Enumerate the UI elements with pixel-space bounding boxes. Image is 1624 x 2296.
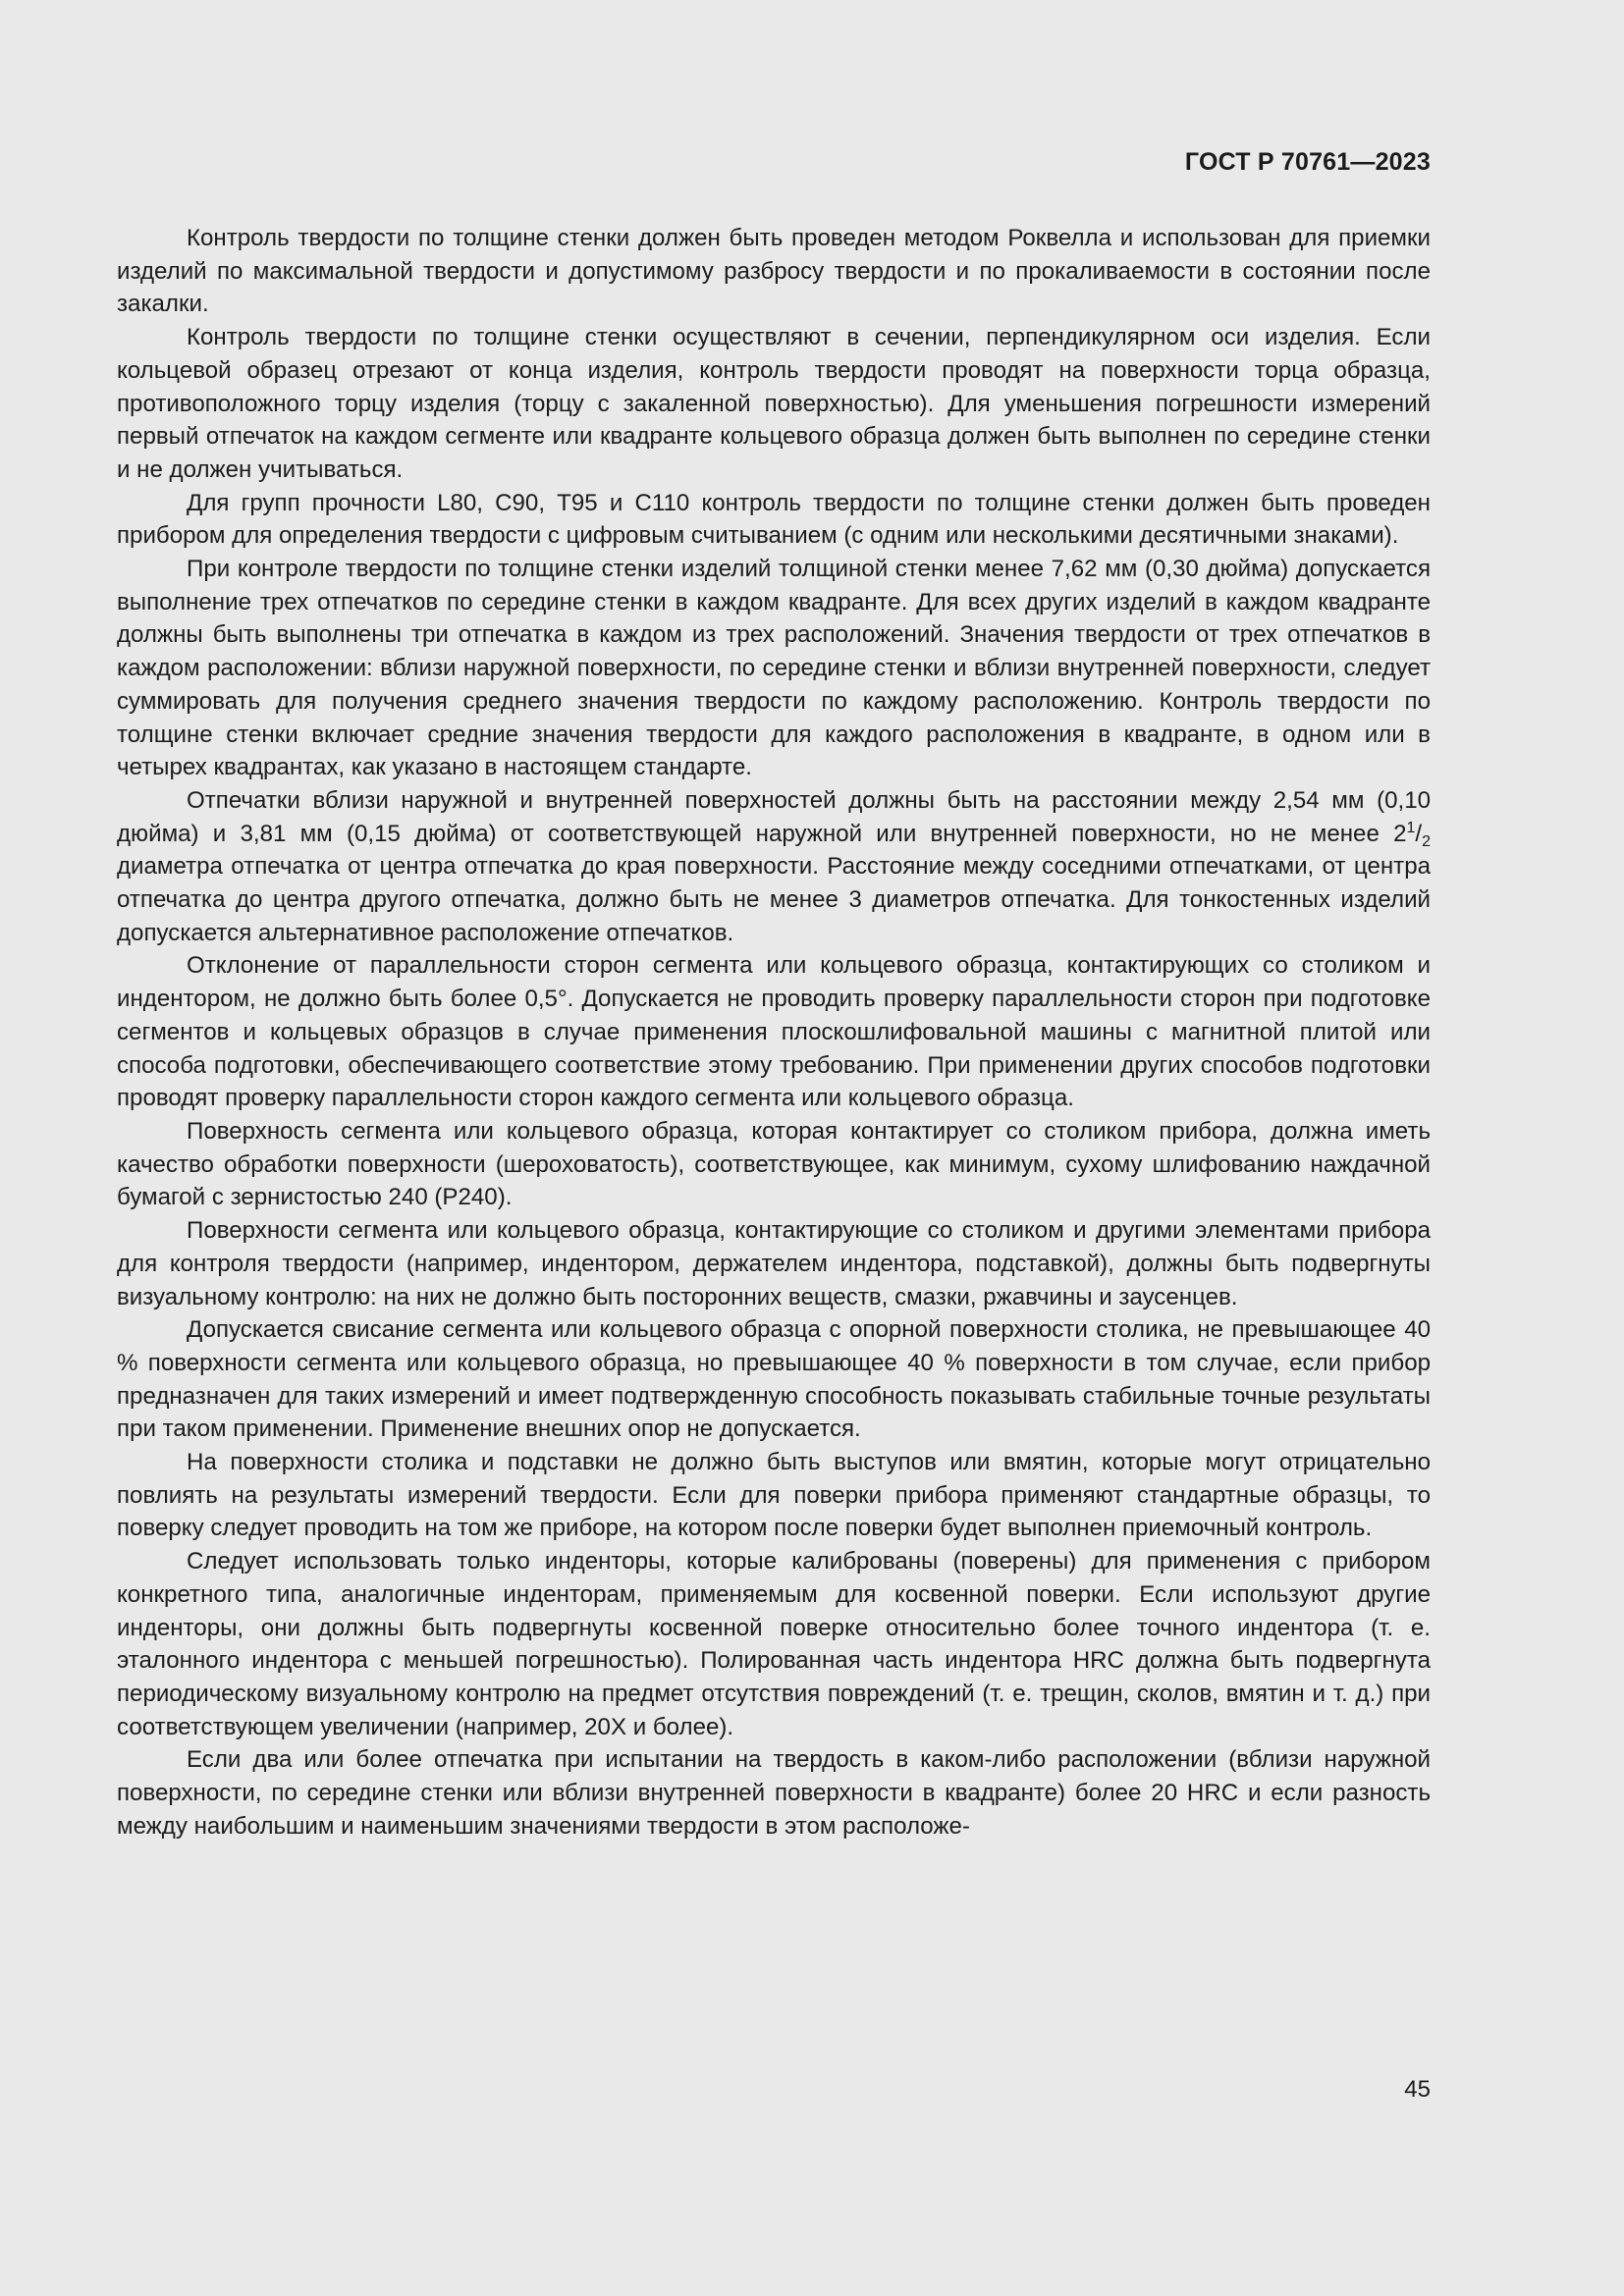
paragraph-surface-finish: Поверхность сегмента или кольцевого образца, которая контактирует со столиком прибора, должна иметь качество обработки поверхности (шероховатость), соответствующее, как минимум, сухому шлифованию наждачной бумагой с зернистостью 240 (Р240).: [117, 1117, 1431, 1211]
paragraph-table-surface: На поверхности столика и подставки не должно быть выступов или вмятин, которые могут отрицательно повлиять на результаты измерений твердости. Если для поверки прибора применяют стандартные образцы, то поверку следует проводить на том же приборе, на котором после поверки будет выполнен приемочный контроль.: [117, 1449, 1431, 1542]
indent-distance-text-before: Отпечатки вблизи наружной и внутренней поверхностей должны быть на расстоянии между 2,54 мм (0,10 дюйма) и 3,81 мм (0,15 дюйма) от соответствующей наружной или внутренней поверхности, но не менее: [117, 786, 1431, 847]
paragraph-hardness-method: Контроль твердости по толщине стенки должен быть проведен методом Роквелла и использован для приемки изделий по максимальной твердости и допустимому разбросу твердости и по прокаливаемости в состоянии после закалки.: [117, 225, 1431, 318]
paragraph-visual-inspection: Поверхности сегмента или кольцевого образца, контактирующие со столиком и другими элементами прибора для контроля твердости (например, индентором, держателем индентора, подставкой), должны быть подвергнуты визуальному контролю: на них не должно быть посторонних веществ, смазки, ржавчины и заусенцев.: [117, 1217, 1431, 1310]
paragraph-indenters: Следует использовать только инденторы, которые калиброваны (поверены) для применения с прибором конкретного типа, аналогичные инденторам, применяемым для косвенной поверки. Если используют другие инденторы, они должны быть подвергнуты косвенной поверке относительно более точного индентора (т. е. эталонного индентора с меньшей погрешностью). Полированная часть индентора HRC должна быть подвергнута периодическому визуальному контролю на предмет отсутствия повреждений (т. е. трещин, сколов, вмятин и т. д.) при соответствующем увеличении (например, 20X и более).: [117, 1548, 1431, 1740]
paragraph-section-cut: Контроль твердости по толщине стенки осуществляют в сечении, перпендикулярном оси изделия. Если кольцевой образец отрезают от конца изделия, контроль твердости проводят на поверхности торца образца, противоположного торцу изделия (торцу с закаленной поверхностью). Для уменьшения погрешности измерений первый отпечаток на каждом сегменте или квадранте кольцевого образца должен быть выполнен по середине стенки и не должен учитываться.: [117, 324, 1431, 483]
paragraph-hardness-difference: Если два или более отпечатка при испытании на твердость в каком-либо расположении (вблизи наружной поверхности, по середине стенки или вблизи внутренней поверхности в квадранте) более 20 HRC и если разность между наибольшим и наименьшим значениями твердости в этом расположе-: [117, 1746, 1431, 1840]
page-number: 45: [1404, 2076, 1431, 2103]
paragraph-indent-distance: [117, 784, 1431, 950]
fraction-denominator: 2: [1422, 832, 1431, 850]
two-and-half-fraction: [1393, 819, 1431, 850]
paragraph-parallelism: Отклонение от параллельности сторон сегмента или кольцевого образца, контактирующих со столиком и индентором, не должно быть более 0,5°. Допускается не проводить проверку параллельности сторон при подготовке сегментов и кольцевых образцов в случае применения плоскошлифовальной машины с магнитной плитой или способа подготовки, обеспечивающего соответствие этому требованию. При применении других способов подготовки проводят проверку параллельности сторон каждого сегмента или кольцевого образца.: [117, 952, 1431, 1112]
fraction-slash: /: [1415, 820, 1423, 847]
paragraph-strength-groups: Для групп прочности L80, С90, Т95 и С110 контроль твердости по толщине стенки должен быть проведен прибором для определения твердости с цифровым считыванием (с одним или несколькими десятичными знаками).: [117, 489, 1431, 550]
paragraph-thin-wall-indents: При контроле твердости по толщине стенки изделий толщиной стенки менее 7,62 мм (0,30 дюйма) допускается выполнение трех отпечатков по середине стенки в каждом квадранте. Для всех других изделий в каждом квадранте должны быть выполнены три отпечатка в каждом из трех расположений. Значения твердости от трех отпечатков в каждом расположении: вблизи наружной поверхности, по середине стенки и вблизи внутренней поверхности, следует суммировать для получения среднего значения твердости по каждому расположению. Контроль твердости по толщине стенки включает средние значения твердости для каждого расположения в квадранте, в одном или в четырех квадрантах, как указано в настоящем стандарте.: [117, 556, 1431, 781]
document-code-header: ГОСТ Р 70761—2023: [1184, 148, 1431, 176]
fraction-numerator: 1: [1406, 819, 1416, 836]
paragraph-overhang: Допускается свисание сегмента или кольцевого образца с опорной поверхности столика, не превышающее 40 % поверхности сегмента или кольцевого образца, но превышающее 40 % поверхности в том случае, если прибор предназначен для таких измерений и имеет подтвержденную способность показывать стабильные точные результаты при таком применении. Применение внешних опор не допускается.: [117, 1316, 1431, 1443]
fraction-whole: 2: [1393, 820, 1407, 847]
document-body: [117, 222, 1431, 1842]
indent-distance-text-after: диаметра отпечатка от центра отпечатка до края поверхности. Расстояние между соседними отпечатками, от центра отпечатка до центра другого отпечатка, должно быть не менее 3 диаметров отпечатка. Для тонкостенных изделий допускается альтернативное расположение отпечатков.: [117, 853, 1431, 946]
